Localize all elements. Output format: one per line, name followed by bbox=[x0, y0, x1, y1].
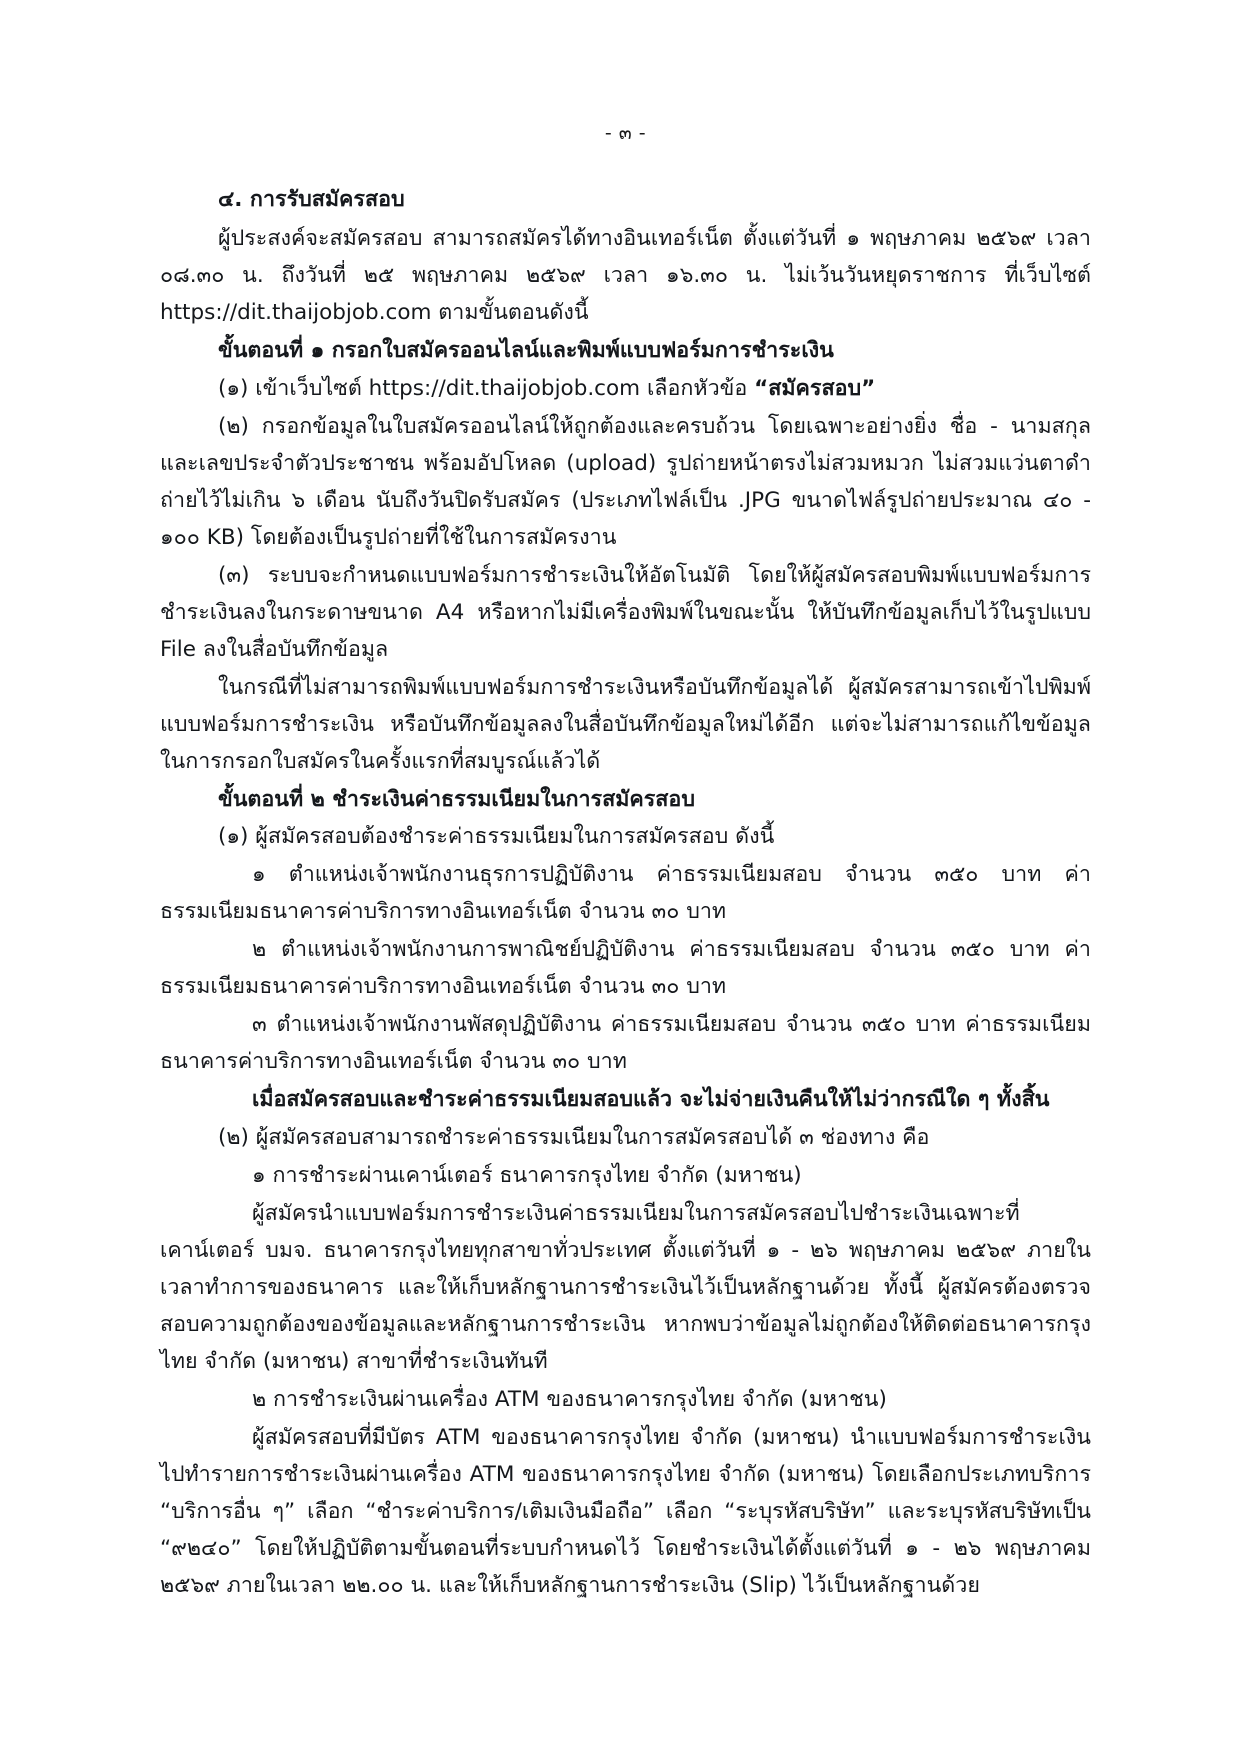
step-2-item-2: (๒) ผู้สมัครสอบสามารถชำระค่าธรรมเนียมในการสมัครสอบได้ ๓ ช่องทาง คือ bbox=[218, 1125, 930, 1151]
step-1-heading: ขั้นตอนที่ ๑ กรอกใบสมัครออนไลน์และพิมพ์แบบฟอร์มการชำระเงิน bbox=[218, 337, 834, 363]
payment-channel-2-title: ๒ การชำระเงินผ่านเครื่อง ATM ของธนาคารกรุงไทย จำกัด (มหาชน) bbox=[252, 1387, 887, 1412]
document-body bbox=[160, 182, 1091, 1605]
payment-channel-1-body: ผู้สมัครนำแบบฟอร์มการชำระเงินค่าธรรมเนียมในการสมัครสอบไปชำระเงินเฉพาะที่เคาน์เตอร์ บมจ. ธนาคารกรุงไทยทุกสาขาทั่วประเทศ ตั้งแต่วันที่ ๑ - ๒๖ พฤษภาคม ๒๕๖๙ ภายในเวลาทำการของธนาคาร และให้เก็บหลักฐานการชำระเงินไว้เป็นหลักฐานด้วย ทั้งนี้ ผู้สมัครต้องตรวจสอบความถูกต้องของข้อมูลและหลักฐานการชำระเงิน หากพบว่าข้อมูลไม่ถูกต้องให้ติดต่อธนาคารกรุงไทย จำกัด (มหาชน) สาขาที่ชำระเงินทันที bbox=[160, 1201, 1091, 1375]
payment-channel-1-title: ๑ การชำระผ่านเคาน์เตอร์ ธนาคารกรุงไทย จำกัด (มหาชน) bbox=[252, 1163, 802, 1189]
step-1-item-1-emphasis: “สมัครสอบ” bbox=[754, 375, 876, 401]
fee-item-2: ๒ ตำแหน่งเจ้าพนักงานการพาณิชย์ปฏิบัติงาน ค่าธรรมเนียมสอบ จำนวน ๓๕๐ บาท ค่าธรรมเนียมธนาคารค่าบริการทางอินเทอร์เน็ต จำนวน ๓๐ บาท bbox=[160, 937, 1091, 1000]
fee-item-3: ๓ ตำแหน่งเจ้าพนักงานพัสดุปฏิบัติงาน ค่าธรรมเนียมสอบ จำนวน ๓๕๐ บาท ค่าธรรมเนียมธนาคารค่าบริการทางอินเทอร์เน็ต จำนวน ๓๐ บาท bbox=[160, 1012, 1091, 1075]
step-2-item-1: (๑) ผู้สมัครสอบต้องชำระค่าธรรมเนียมในการสมัครสอบ ดังนี้ bbox=[218, 824, 775, 850]
paragraph-intro: ผู้ประสงค์จะสมัครสอบ สามารถสมัครได้ทางอินเทอร์เน็ต ตั้งแต่วันที่ ๑ พฤษภาคม ๒๕๖๙ เวลา ๐๘.๓๐ น. ถึงวันที่ ๒๕ พฤษภาคม ๒๕๖๙ เวลา ๑๖.๓๐ น. ไม่เว้นวันหยุดราชการ ที่เว็บไซต์ https://dit.thaijobjob.com ตามขั้นตอนดังนี้ bbox=[160, 225, 1091, 325]
step-1-item-1 bbox=[160, 371, 1091, 408]
step-2-heading: ขั้นตอนที่ ๒ ชำระเงินค่าธรรมเนียมในการสมัครสอบ bbox=[218, 786, 695, 812]
section-heading-4: ๔. การรับสมัครสอบ bbox=[218, 187, 405, 212]
page-number: - ๓ - bbox=[604, 122, 647, 144]
step-1-item-3-continued: ในกรณีที่ไม่สามารถพิมพ์แบบฟอร์มการชำระเงินหรือบันทึกข้อมูลได้ ผู้สมัครสามารถเข้าไปพิมพ์แบบฟอร์มการชำระเงิน หรือบันทึกข้อมูลลงในสื่อบันทึกข้อมูลใหม่ได้อีก แต่จะไม่สามารถแก้ไขข้อมูลในการกรอกใบสมัครในครั้งแรกที่สมบูรณ์แล้วได้ bbox=[160, 674, 1091, 774]
step-1-item-1-text: (๑) เข้าเว็บไซต์ https://dit.thaijobjob.com เลือกหัวข้อ bbox=[218, 375, 755, 401]
payment-channel-2-body: ผู้สมัครสอบที่มีบัตร ATM ของธนาคารกรุงไทย จำกัด (มหาชน) นำแบบฟอร์มการชำระเงิน ไปทำรายการชำระเงินผ่านเครื่อง ATM ของธนาคารกรุงไทย จำกัด (มหาชน) โดยเลือกประเภทบริการ “บริการอื่น ๆ” เลือก “ชำระค่าบริการ/เติมเงินมือถือ” เลือก “ระบุรหัสบริษัท” และระบุรหัสบริษัทเป็น “๙๒๔๐” โดยให้ปฏิบัติตามขั้นตอนที่ระบบกำหนดไว้ โดยชำระเงินได้ตั้งแต่วันที่ ๑ - ๒๖ พฤษภาคม ๒๕๖๙ ภายในเวลา ๒๒.๐๐ น. และให้เก็บหลักฐานการชำระเงิน (Slip) ไว้เป็นหลักฐานด้วย bbox=[160, 1424, 1091, 1598]
step-1-item-3: (๓) ระบบจะกำหนดแบบฟอร์มการชำระเงินให้อัตโนมัติ โดยให้ผู้สมัครสอบพิมพ์แบบฟอร์มการชำระเงินลงในกระดาษขนาด A4 หรือหากไม่มีเครื่องพิมพ์ในขณะนั้น ให้บันทึกข้อมูลเก็บไว้ในรูปแบบ File ลงในสื่อบันทึกข้อมูล bbox=[160, 562, 1091, 662]
fee-item-1: ๑ ตำแหน่งเจ้าพนักงานธุรการปฏิบัติงาน ค่าธรรมเนียมสอบ จำนวน ๓๕๐ บาท ค่าธรรมเนียมธนาคารค่าบริการทางอินเทอร์เน็ต จำนวน ๓๐ บาท bbox=[160, 862, 1091, 925]
step-1-item-2: (๒) กรอกข้อมูลในใบสมัครออนไลน์ให้ถูกต้องและครบถ้วน โดยเฉพาะอย่างยิ่ง ชื่อ - นามสกุล และเลขประจำตัวประชาชน พร้อมอัปโหลด (upload) รูปถ่ายหน้าตรงไม่สวมหมวก ไม่สวมแว่นตาดำ ถ่ายไว้ไม่เกิน ๖ เดือน นับถึงวันปิดรับสมัคร (ประเภทไฟล์เป็น .JPG ขนาดไฟล์รูปถ่ายประมาณ ๔๐ - ๑๐๐ KB) โดยต้องเป็นรูปถ่ายที่ใช้ในการสมัครงาน bbox=[160, 413, 1091, 550]
no-refund-notice: เมื่อสมัครสอบและชำระค่าธรรมเนียมสอบแล้ว จะไม่จ่ายเงินคืนให้ไม่ว่ากรณีใด ๆ ทั้งสิ้น bbox=[252, 1087, 1050, 1113]
